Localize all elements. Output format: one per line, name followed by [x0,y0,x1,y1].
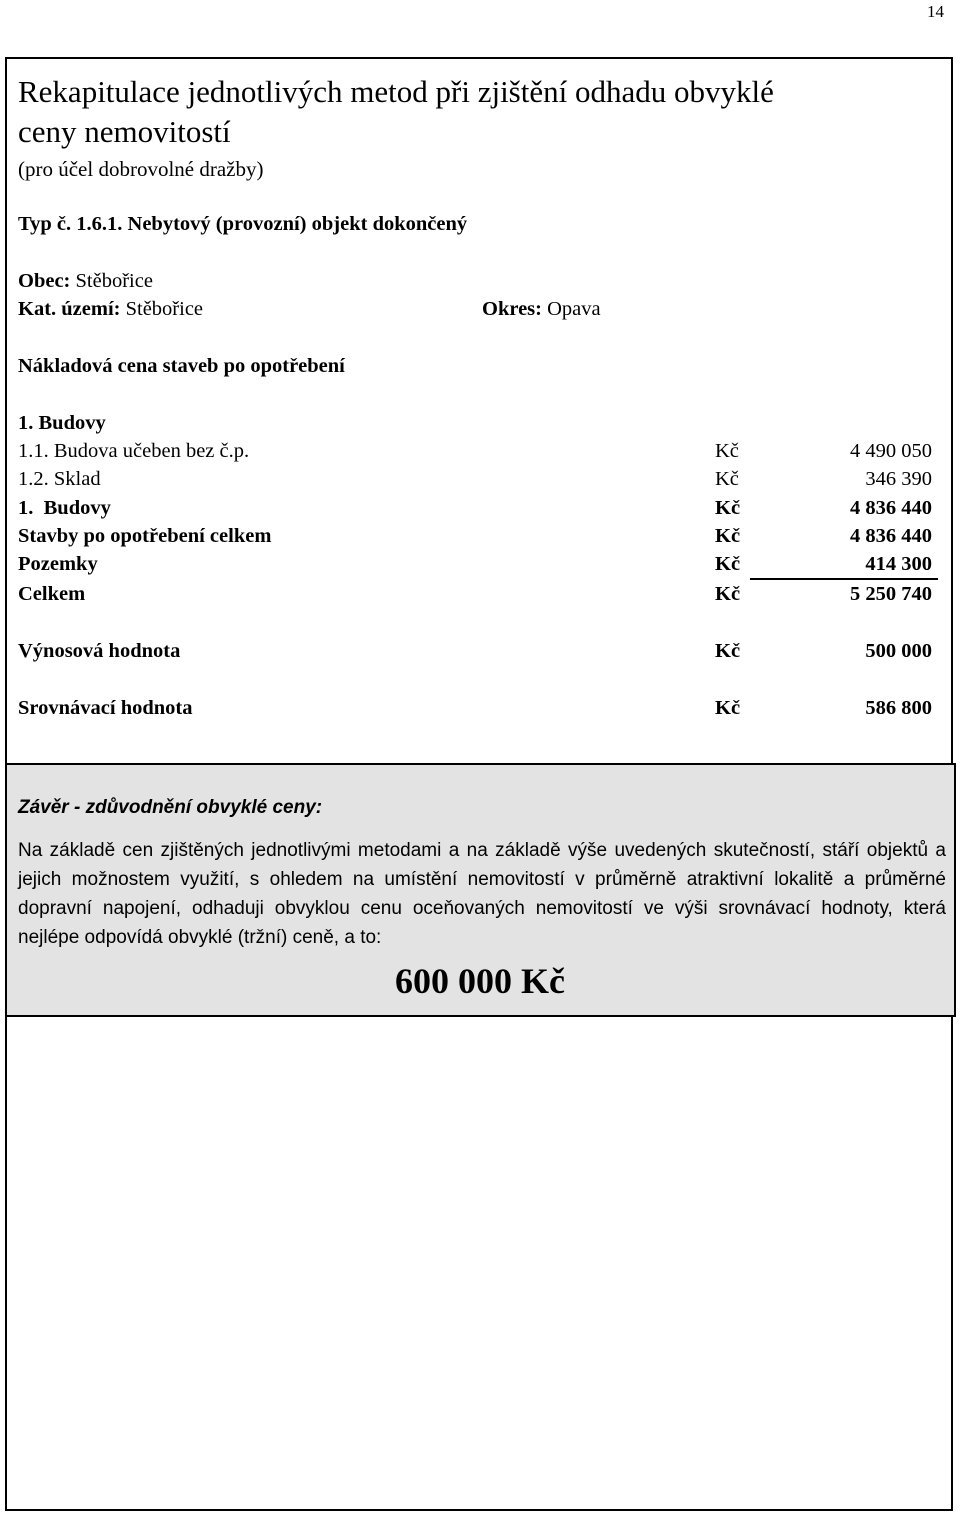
obec-value: Stěbořice [75,270,153,292]
srovnavaci-label: Srovnávací hodnota [18,697,193,719]
row-currency: Kč [715,468,739,490]
row-currency: Kč [715,525,741,547]
row-value: 414 300 [865,553,932,575]
page-subtitle: (pro účel dobrovolné dražby) [18,157,264,181]
row-label: 1.2. Sklad [18,468,101,490]
kat-value: Stěbořice [125,298,204,320]
vynosova-label: Výnosová hodnota [18,640,181,662]
row-label: Celkem [18,583,86,605]
kat-label: Kat. území: [18,298,121,320]
row-value: 5 250 740 [850,583,932,605]
okres-value: Opava [547,298,601,320]
row-label: Stavby po opotřebení celkem [18,525,272,547]
conclusion-title: Závěr - zdůvodnění obvyklé ceny: [18,797,323,818]
okres-line [482,298,601,321]
conclusion-text: Na základě cen zjištěných jednotlivými metodami a na základě výše uvedených skutečností, stáří objektů a jejich možnostem využití, s ohledem na umístění nemovitostí v průměrně atraktivní lokalitě a průměrné dopravní napojení, odhaduji obvyklou cenu oceňovaných nemovitostí ve výši srovnávací hodnoty, která nejlépe odpovídá obvyklé (tržní) ceně, a to: [18,840,946,948]
row-currency: Kč [715,497,741,519]
srovnavaci-value: 586 800 [865,697,932,719]
page-title-line1: Rekapitulace jednotlivých metod při zjištění odhadu obvyklé [18,74,774,109]
page-number: 14 [927,2,944,21]
okres-label: Okres: [482,298,542,320]
row-label: 1.1. Budova učeben bez č.p. [18,440,250,462]
type-line: Typ č. 1.6.1. Nebytový (provozní) objekt dokončený [18,213,468,235]
vynosova-currency: Kč [715,640,741,662]
row-value: 346 390 [865,468,932,490]
obec-line [18,270,153,293]
section-heading: Nákladová cena staveb po opotřebení [18,355,345,377]
row-value: 4 836 440 [850,525,932,547]
row-label: Pozemky [18,553,98,575]
vynosova-value: 500 000 [865,640,932,662]
row-currency: Kč [715,583,741,605]
obec-label: Obec: [18,270,71,292]
row-currency: Kč [715,553,741,575]
final-value: 600 000 Kč [395,961,565,1001]
row-value: 4 836 440 [850,497,932,519]
page-title-line2: ceny nemovitostí [18,114,231,149]
buildings-heading: 1. Budovy [18,412,106,434]
srovnavaci-currency: Kč [715,697,741,719]
row-label: 1. Budovy [18,497,111,519]
kat-line [18,298,203,321]
row-value: 4 490 050 [850,440,932,462]
row-currency: Kč [715,440,739,462]
sum-underline [750,578,938,580]
